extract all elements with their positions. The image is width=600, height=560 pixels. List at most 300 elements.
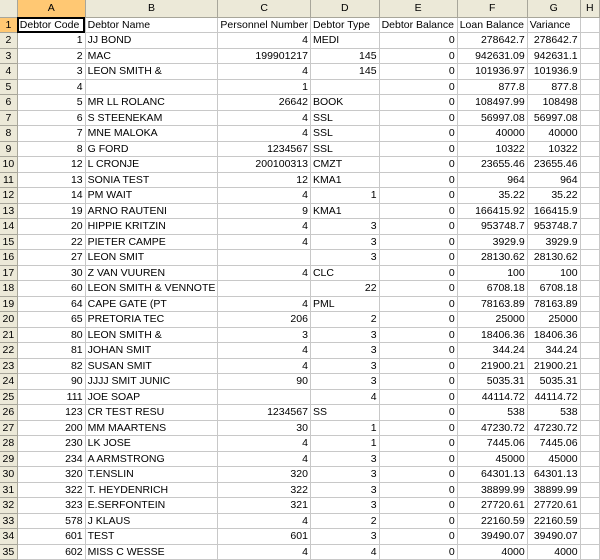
cell-f[interactable]: 78163.89 — [457, 296, 527, 312]
row-header[interactable]: 21 — [0, 327, 17, 343]
cell-h[interactable] — [580, 95, 599, 111]
cell-a[interactable]: 320 — [17, 467, 85, 483]
cell-d[interactable]: 1 — [310, 420, 379, 436]
cell-b[interactable]: MISS C WESSE — [85, 544, 218, 560]
cell-e[interactable]: 0 — [379, 188, 457, 204]
cell-e[interactable]: 0 — [379, 110, 457, 126]
cell-a[interactable]: 323 — [17, 498, 85, 514]
cell-h[interactable] — [580, 482, 599, 498]
cell-g[interactable]: 25000 — [527, 312, 580, 328]
cell-h[interactable] — [580, 188, 599, 204]
column-header-g[interactable]: G — [527, 0, 580, 17]
cell-b[interactable]: LEON SMIT — [85, 250, 218, 266]
cell-g[interactable]: 23655.46 — [527, 157, 580, 173]
cell-b[interactable]: G FORD — [85, 141, 218, 157]
row-header[interactable]: 5 — [0, 79, 17, 95]
cell-g[interactable]: 5035.31 — [527, 374, 580, 390]
column-header-e[interactable]: E — [379, 0, 457, 17]
cell-g[interactable]: 22160.59 — [527, 513, 580, 529]
cell-g[interactable]: 21900.21 — [527, 358, 580, 374]
cell-c[interactable]: 9 — [218, 203, 311, 219]
cell-g[interactable]: Variance — [527, 17, 580, 33]
cell-h[interactable] — [580, 343, 599, 359]
cell-e[interactable]: 0 — [379, 141, 457, 157]
column-header-h[interactable]: H — [580, 0, 599, 17]
cell-f[interactable]: 877.8 — [457, 79, 527, 95]
cell-d[interactable]: PML — [310, 296, 379, 312]
cell-a[interactable]: 22 — [17, 234, 85, 250]
row-header[interactable]: 18 — [0, 281, 17, 297]
cell-a[interactable]: 82 — [17, 358, 85, 374]
cell-a[interactable]: 12 — [17, 157, 85, 173]
cell-d[interactable]: 2 — [310, 312, 379, 328]
row-header[interactable]: 23 — [0, 358, 17, 374]
cell-d[interactable]: KMA1 — [310, 172, 379, 188]
cell-c[interactable]: 320 — [218, 467, 311, 483]
cell-a[interactable]: 5 — [17, 95, 85, 111]
cell-a[interactable]: 80 — [17, 327, 85, 343]
cell-f[interactable]: 278642.7 — [457, 33, 527, 49]
cell-c[interactable]: 199901217 — [218, 48, 311, 64]
cell-d[interactable]: 3 — [310, 498, 379, 514]
cell-b[interactable]: A ARMSTRONG — [85, 451, 218, 467]
row-header[interactable]: 25 — [0, 389, 17, 405]
cell-e[interactable]: 0 — [379, 126, 457, 142]
cell-a[interactable]: 111 — [17, 389, 85, 405]
cell-b[interactable]: JJ BOND — [85, 33, 218, 49]
cell-c[interactable] — [218, 389, 311, 405]
cell-g[interactable]: 64301.13 — [527, 467, 580, 483]
select-all-corner[interactable] — [0, 0, 17, 17]
cell-c[interactable] — [218, 250, 311, 266]
cell-h[interactable] — [580, 265, 599, 281]
cell-d[interactable]: SSL — [310, 126, 379, 142]
cell-h[interactable] — [580, 544, 599, 560]
cell-c[interactable]: 4 — [218, 64, 311, 80]
row-header[interactable]: 10 — [0, 157, 17, 173]
cell-c[interactable]: 1234567 — [218, 141, 311, 157]
cell-h[interactable] — [580, 33, 599, 49]
cell-f[interactable]: 4000 — [457, 544, 527, 560]
cell-c[interactable]: 4 — [218, 343, 311, 359]
cell-h[interactable] — [580, 141, 599, 157]
cell-c[interactable]: 90 — [218, 374, 311, 390]
cell-e[interactable]: 0 — [379, 64, 457, 80]
cell-a[interactable]: 234 — [17, 451, 85, 467]
cell-c[interactable]: 4 — [218, 234, 311, 250]
cell-h[interactable] — [580, 219, 599, 235]
cell-a[interactable]: 20 — [17, 219, 85, 235]
cell-g[interactable]: 942631.1 — [527, 48, 580, 64]
cell-e[interactable]: 0 — [379, 172, 457, 188]
cell-g[interactable]: 27720.61 — [527, 498, 580, 514]
cell-b[interactable]: LEON SMITH & — [85, 64, 218, 80]
cell-f[interactable]: 344.24 — [457, 343, 527, 359]
cell-a[interactable]: 123 — [17, 405, 85, 421]
cell-f[interactable]: 101936.97 — [457, 64, 527, 80]
row-header[interactable]: 26 — [0, 405, 17, 421]
cell-b[interactable]: HIPPIE KRITZIN — [85, 219, 218, 235]
cell-b[interactable]: MNE MALOKA — [85, 126, 218, 142]
column-header-a[interactable]: A — [17, 0, 85, 17]
cell-a[interactable]: 90 — [17, 374, 85, 390]
cell-e[interactable]: 0 — [379, 265, 457, 281]
cell-h[interactable] — [580, 64, 599, 80]
cell-e[interactable]: 0 — [379, 281, 457, 297]
cell-h[interactable] — [580, 172, 599, 188]
cell-d[interactable]: 2 — [310, 513, 379, 529]
cell-c[interactable]: 322 — [218, 482, 311, 498]
cell-a[interactable]: 602 — [17, 544, 85, 560]
cell-e[interactable]: 0 — [379, 203, 457, 219]
cell-d[interactable]: 1 — [310, 188, 379, 204]
cell-b[interactable]: LEON SMITH & — [85, 327, 218, 343]
cell-g[interactable]: 877.8 — [527, 79, 580, 95]
cell-a[interactable]: 322 — [17, 482, 85, 498]
cell-d[interactable]: 3 — [310, 327, 379, 343]
cell-a[interactable]: 60 — [17, 281, 85, 297]
row-header[interactable]: 33 — [0, 513, 17, 529]
cell-a[interactable]: 64 — [17, 296, 85, 312]
cell-g[interactable]: 7445.06 — [527, 436, 580, 452]
cell-h[interactable] — [580, 451, 599, 467]
row-header[interactable]: 9 — [0, 141, 17, 157]
cell-g[interactable]: 538 — [527, 405, 580, 421]
cell-f[interactable]: 45000 — [457, 451, 527, 467]
cell-h[interactable] — [580, 513, 599, 529]
row-header[interactable]: 13 — [0, 203, 17, 219]
cell-e[interactable]: 0 — [379, 498, 457, 514]
cell-d[interactable]: 4 — [310, 544, 379, 560]
cell-c[interactable]: 4 — [218, 33, 311, 49]
cell-g[interactable]: 278642.7 — [527, 33, 580, 49]
cell-c[interactable]: 1234567 — [218, 405, 311, 421]
cell-f[interactable]: 44114.72 — [457, 389, 527, 405]
cell-b[interactable]: LEON SMITH & VENNOTE — [85, 281, 218, 297]
cell-e[interactable]: 0 — [379, 513, 457, 529]
cell-d[interactable]: KMA1 — [310, 203, 379, 219]
cell-c[interactable]: 4 — [218, 513, 311, 529]
cell-d[interactable]: 4 — [310, 389, 379, 405]
cell-c[interactable]: 4 — [218, 358, 311, 374]
cell-f[interactable]: 27720.61 — [457, 498, 527, 514]
cell-h[interactable] — [580, 79, 599, 95]
cell-h[interactable] — [580, 296, 599, 312]
cell-h[interactable] — [580, 358, 599, 374]
cell-e[interactable]: 0 — [379, 451, 457, 467]
cell-c[interactable]: 4 — [218, 544, 311, 560]
cell-h[interactable] — [580, 374, 599, 390]
cell-a[interactable]: 601 — [17, 529, 85, 545]
column-header-d[interactable]: D — [310, 0, 379, 17]
cell-f[interactable]: 47230.72 — [457, 420, 527, 436]
cell-e[interactable]: 0 — [379, 436, 457, 452]
cell-g[interactable]: 953748.7 — [527, 219, 580, 235]
cell-e[interactable]: 0 — [379, 250, 457, 266]
cell-d[interactable]: CLC — [310, 265, 379, 281]
column-header-b[interactable]: B — [85, 0, 218, 17]
cell-g[interactable]: 344.24 — [527, 343, 580, 359]
cell-d[interactable]: 3 — [310, 451, 379, 467]
cell-a[interactable]: 30 — [17, 265, 85, 281]
row-header[interactable]: 24 — [0, 374, 17, 390]
cell-g[interactable]: 964 — [527, 172, 580, 188]
cell-e[interactable]: 0 — [379, 327, 457, 343]
cell-g[interactable]: 28130.62 — [527, 250, 580, 266]
cell-g[interactable]: 45000 — [527, 451, 580, 467]
cell-d[interactable]: 3 — [310, 219, 379, 235]
cell-b[interactable]: PIETER CAMPE — [85, 234, 218, 250]
cell-h[interactable] — [580, 312, 599, 328]
cell-e[interactable]: 0 — [379, 234, 457, 250]
cell-e[interactable]: Debtor Balance — [379, 17, 457, 33]
cell-d[interactable]: 3 — [310, 358, 379, 374]
cell-e[interactable]: 0 — [379, 544, 457, 560]
cell-c[interactable]: 4 — [218, 219, 311, 235]
cell-b[interactable]: T. HEYDENRICH — [85, 482, 218, 498]
cell-h[interactable] — [580, 110, 599, 126]
cell-b[interactable]: T.ENSLIN — [85, 467, 218, 483]
row-header[interactable]: 11 — [0, 172, 17, 188]
cell-a[interactable]: 2 — [17, 48, 85, 64]
cell-f[interactable]: 108497.99 — [457, 95, 527, 111]
cell-c[interactable]: Personnel Number — [218, 17, 311, 33]
row-header[interactable]: 14 — [0, 219, 17, 235]
row-header[interactable]: 6 — [0, 95, 17, 111]
cell-d[interactable]: SSL — [310, 141, 379, 157]
cell-b[interactable]: CR TEST RESU — [85, 405, 218, 421]
cell-e[interactable]: 0 — [379, 95, 457, 111]
cell-c[interactable]: 30 — [218, 420, 311, 436]
cell-a[interactable]: Debtor Code — [17, 17, 85, 33]
row-header[interactable]: 22 — [0, 343, 17, 359]
cell-d[interactable]: SS — [310, 405, 379, 421]
cell-d[interactable]: 3 — [310, 529, 379, 545]
cell-g[interactable]: 78163.89 — [527, 296, 580, 312]
cell-c[interactable] — [218, 281, 311, 297]
cell-d[interactable]: Debtor Type — [310, 17, 379, 33]
cell-a[interactable]: 6 — [17, 110, 85, 126]
cell-g[interactable]: 166415.9 — [527, 203, 580, 219]
cell-d[interactable]: SSL — [310, 110, 379, 126]
cell-e[interactable]: 0 — [379, 296, 457, 312]
row-header[interactable]: 29 — [0, 451, 17, 467]
cell-g[interactable]: 56997.08 — [527, 110, 580, 126]
cell-f[interactable]: 22160.59 — [457, 513, 527, 529]
row-header[interactable]: 4 — [0, 64, 17, 80]
cell-h[interactable] — [580, 281, 599, 297]
cell-a[interactable]: 81 — [17, 343, 85, 359]
cell-d[interactable]: 22 — [310, 281, 379, 297]
cell-h[interactable] — [580, 498, 599, 514]
cell-f[interactable]: 166415.92 — [457, 203, 527, 219]
cell-g[interactable]: 18406.36 — [527, 327, 580, 343]
cell-a[interactable]: 8 — [17, 141, 85, 157]
cell-b[interactable]: JJJJ SMIT JUNIC — [85, 374, 218, 390]
cell-f[interactable]: 56997.08 — [457, 110, 527, 126]
cell-h[interactable] — [580, 234, 599, 250]
cell-f[interactable]: 40000 — [457, 126, 527, 142]
cell-c[interactable]: 1 — [218, 79, 311, 95]
cell-b[interactable]: MR LL ROLANC — [85, 95, 218, 111]
cell-a[interactable]: 4 — [17, 79, 85, 95]
cell-h[interactable] — [580, 48, 599, 64]
row-header[interactable]: 35 — [0, 544, 17, 560]
cell-c[interactable]: 4 — [218, 296, 311, 312]
cell-b[interactable]: JOE SOAP — [85, 389, 218, 405]
cell-f[interactable]: 39490.07 — [457, 529, 527, 545]
cell-a[interactable]: 3 — [17, 64, 85, 80]
cell-g[interactable]: 35.22 — [527, 188, 580, 204]
cell-f[interactable]: 23655.46 — [457, 157, 527, 173]
cell-e[interactable]: 0 — [379, 48, 457, 64]
cell-b[interactable]: Debtor Name — [85, 17, 218, 33]
row-header[interactable]: 15 — [0, 234, 17, 250]
cell-b[interactable]: PM WAIT — [85, 188, 218, 204]
cell-e[interactable]: 0 — [379, 79, 457, 95]
cell-d[interactable]: 3 — [310, 343, 379, 359]
cell-c[interactable]: 200100313 — [218, 157, 311, 173]
cell-d[interactable]: 3 — [310, 467, 379, 483]
cell-f[interactable]: 35.22 — [457, 188, 527, 204]
cell-e[interactable]: 0 — [379, 312, 457, 328]
row-header[interactable]: 8 — [0, 126, 17, 142]
cell-h[interactable] — [580, 467, 599, 483]
cell-b[interactable]: CAPE GATE (PT — [85, 296, 218, 312]
cell-c[interactable]: 601 — [218, 529, 311, 545]
row-header[interactable]: 16 — [0, 250, 17, 266]
cell-h[interactable] — [580, 157, 599, 173]
cell-a[interactable]: 200 — [17, 420, 85, 436]
cell-c[interactable]: 206 — [218, 312, 311, 328]
cell-e[interactable]: 0 — [379, 405, 457, 421]
row-header[interactable]: 3 — [0, 48, 17, 64]
cell-d[interactable] — [310, 79, 379, 95]
cell-f[interactable]: Loan Balance — [457, 17, 527, 33]
cell-d[interactable]: 3 — [310, 250, 379, 266]
cell-f[interactable]: 5035.31 — [457, 374, 527, 390]
cell-b[interactable]: PRETORIA TEC — [85, 312, 218, 328]
row-header[interactable]: 28 — [0, 436, 17, 452]
cell-b[interactable]: JOHAN SMIT — [85, 343, 218, 359]
cell-b[interactable] — [85, 79, 218, 95]
cell-d[interactable]: 145 — [310, 48, 379, 64]
cell-d[interactable]: CMZT — [310, 157, 379, 173]
row-header[interactable]: 7 — [0, 110, 17, 126]
cell-h[interactable] — [580, 250, 599, 266]
cell-d[interactable]: 3 — [310, 374, 379, 390]
cell-b[interactable]: MM MAARTENS — [85, 420, 218, 436]
row-header[interactable]: 31 — [0, 482, 17, 498]
cell-b[interactable]: MAC — [85, 48, 218, 64]
cell-h[interactable] — [580, 327, 599, 343]
cell-b[interactable]: Z VAN VUUREN — [85, 265, 218, 281]
cell-a[interactable]: 27 — [17, 250, 85, 266]
row-header[interactable]: 19 — [0, 296, 17, 312]
row-header[interactable]: 17 — [0, 265, 17, 281]
cell-c[interactable]: 3 — [218, 327, 311, 343]
cell-h[interactable] — [580, 405, 599, 421]
cell-d[interactable]: 1 — [310, 436, 379, 452]
cell-f[interactable]: 942631.09 — [457, 48, 527, 64]
row-header[interactable]: 27 — [0, 420, 17, 436]
cell-a[interactable]: 7 — [17, 126, 85, 142]
cell-g[interactable]: 38899.99 — [527, 482, 580, 498]
cell-e[interactable]: 0 — [379, 529, 457, 545]
cell-e[interactable]: 0 — [379, 219, 457, 235]
cell-d[interactable]: 3 — [310, 482, 379, 498]
row-header[interactable]: 30 — [0, 467, 17, 483]
cell-b[interactable]: TEST — [85, 529, 218, 545]
cell-h[interactable] — [580, 126, 599, 142]
cell-a[interactable]: 65 — [17, 312, 85, 328]
cell-f[interactable]: 18406.36 — [457, 327, 527, 343]
cell-d[interactable]: 145 — [310, 64, 379, 80]
cell-c[interactable]: 12 — [218, 172, 311, 188]
cell-g[interactable]: 3929.9 — [527, 234, 580, 250]
cell-b[interactable]: S STEENEKAM — [85, 110, 218, 126]
cell-c[interactable]: 321 — [218, 498, 311, 514]
cell-e[interactable]: 0 — [379, 389, 457, 405]
cell-f[interactable]: 28130.62 — [457, 250, 527, 266]
cell-e[interactable]: 0 — [379, 420, 457, 436]
cell-e[interactable]: 0 — [379, 343, 457, 359]
cell-e[interactable]: 0 — [379, 157, 457, 173]
cell-g[interactable]: 40000 — [527, 126, 580, 142]
cell-f[interactable]: 953748.7 — [457, 219, 527, 235]
cell-h[interactable] — [580, 529, 599, 545]
cell-a[interactable]: 13 — [17, 172, 85, 188]
row-header[interactable]: 34 — [0, 529, 17, 545]
cell-f[interactable]: 10322 — [457, 141, 527, 157]
cell-e[interactable]: 0 — [379, 482, 457, 498]
cell-b[interactable]: E.SERFONTEIN — [85, 498, 218, 514]
cell-h[interactable] — [580, 420, 599, 436]
cell-g[interactable]: 44114.72 — [527, 389, 580, 405]
cell-f[interactable]: 6708.18 — [457, 281, 527, 297]
cell-c[interactable]: 26642 — [218, 95, 311, 111]
cell-h[interactable] — [580, 389, 599, 405]
cell-e[interactable]: 0 — [379, 467, 457, 483]
cell-e[interactable]: 0 — [379, 374, 457, 390]
row-header[interactable]: 20 — [0, 312, 17, 328]
cell-b[interactable]: SUSAN SMIT — [85, 358, 218, 374]
column-header-f[interactable]: F — [457, 0, 527, 17]
row-header[interactable]: 1 — [0, 17, 17, 33]
cell-c[interactable]: 4 — [218, 265, 311, 281]
cell-g[interactable]: 10322 — [527, 141, 580, 157]
cell-g[interactable]: 4000 — [527, 544, 580, 560]
cell-b[interactable]: L CRONJE — [85, 157, 218, 173]
cell-a[interactable]: 578 — [17, 513, 85, 529]
cell-e[interactable]: 0 — [379, 33, 457, 49]
column-header-c[interactable]: C — [218, 0, 311, 17]
cell-c[interactable]: 4 — [218, 436, 311, 452]
cell-a[interactable]: 1 — [17, 33, 85, 49]
cell-h[interactable] — [580, 436, 599, 452]
cell-a[interactable]: 230 — [17, 436, 85, 452]
cell-d[interactable]: BOOK — [310, 95, 379, 111]
cell-f[interactable]: 64301.13 — [457, 467, 527, 483]
cell-f[interactable]: 25000 — [457, 312, 527, 328]
cell-b[interactable]: SONIA TEST — [85, 172, 218, 188]
cell-g[interactable]: 47230.72 — [527, 420, 580, 436]
cell-b[interactable]: ARNO RAUTENI — [85, 203, 218, 219]
cell-g[interactable]: 101936.9 — [527, 64, 580, 80]
cell-a[interactable]: 19 — [17, 203, 85, 219]
cell-g[interactable]: 39490.07 — [527, 529, 580, 545]
cell-h[interactable] — [580, 203, 599, 219]
